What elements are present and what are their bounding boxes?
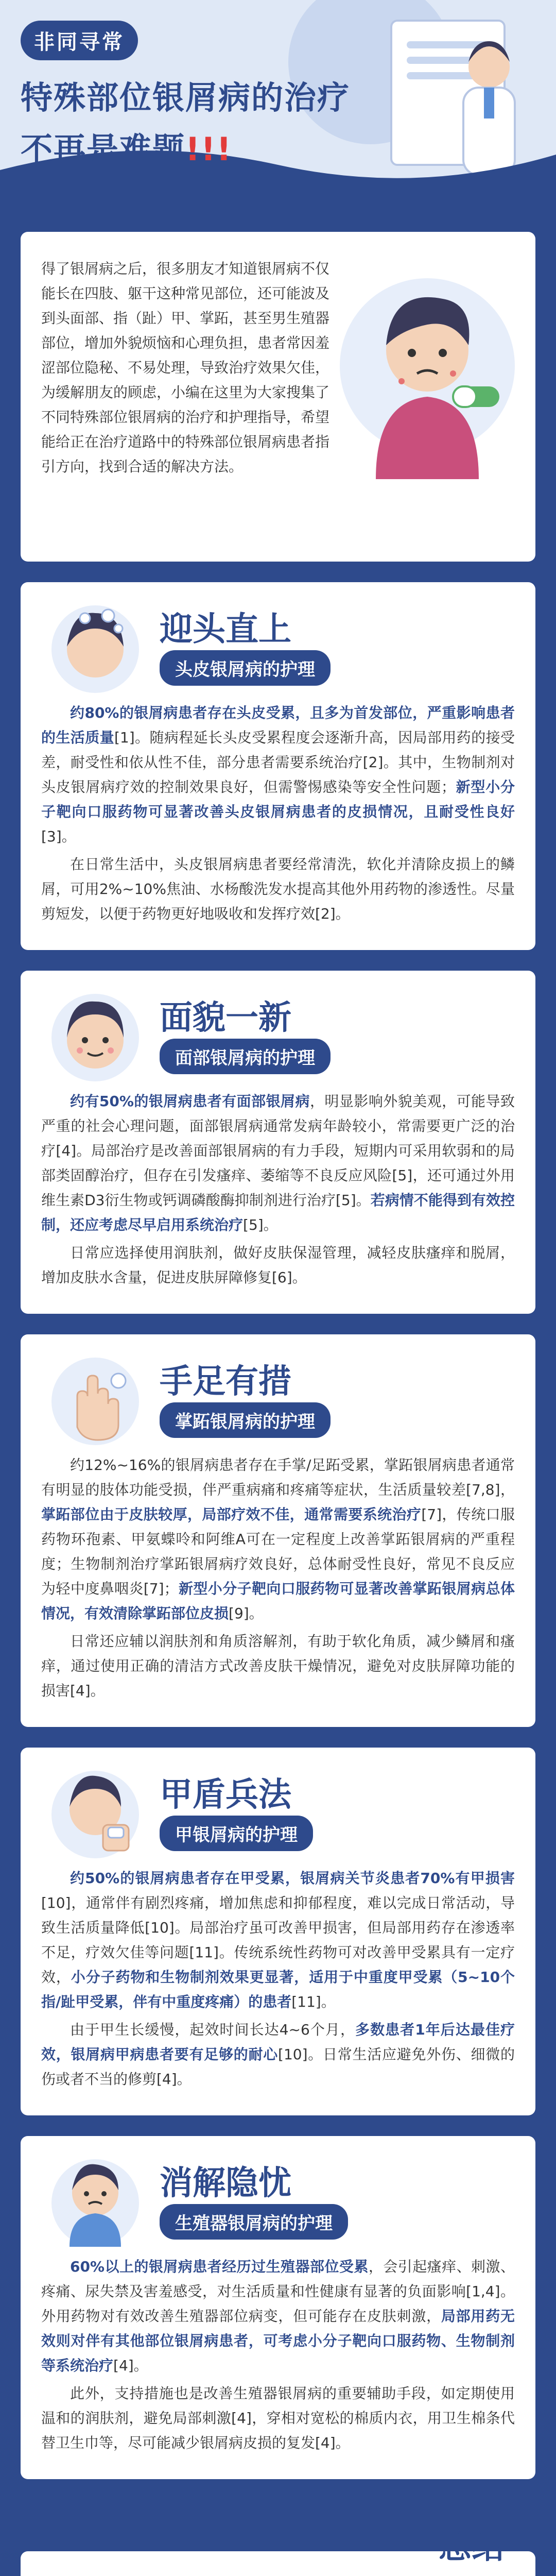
section-head [41, 2136, 515, 2255]
text: [10]，通常伴有剧烈疼痛，增加焦虑和抑郁程度，难以完成日常活动，导致生活质量降低[10]。局部治疗虽可改善甲损害，但局部用药存在渗透率不足，疗效欠佳等问题[11]。传统系统性药物可对改善甲受累具有一定疗效， [41, 1894, 515, 1986]
genital-care-illustration [41, 2151, 149, 2249]
highlight: 约80%的银屑病患者存在头皮受累，且多为首发部位，严重影响患者的生活质量 [41, 704, 515, 746]
section-head [41, 582, 515, 701]
section-title: 甲盾兵法 [160, 1776, 291, 1814]
section-scalp [21, 582, 535, 950]
header-title-line2 [21, 124, 232, 170]
highlight: 局部用药无效则对伴有其他部位银屑病患者，可考虑小分子靶向口服药物、生物制剂等系统治疗 [41, 2308, 515, 2374]
text: ，会引起瘙痒、刺激、疼痛、尿失禁及害羞感受，对生活质量和性健康有显著的负面影响[1,4]。外用药物对有效改善生殖器部位病变，但可能存在皮肤刺激， [41, 2258, 515, 2325]
section-head [41, 1334, 515, 1453]
highlight: 约50%的银屑病患者存在甲受累，银屑病关节炎患者70%有甲损害 [70, 1870, 515, 1887]
text: [9]。 [229, 1605, 264, 1622]
summary-title: 总结 [439, 2528, 505, 2566]
header-banner [0, 0, 556, 222]
section-title: 手足有措 [160, 1363, 291, 1401]
section-subtitle: 生殖器银屑病的护理 [160, 2204, 348, 2240]
header-tag: 非同寻常 [21, 21, 138, 60]
nail-care-illustration [41, 1763, 149, 1861]
intro-card [21, 232, 535, 562]
text: [1]。随病程延长头皮受累程度会逐渐升高，因局部用药的接受差，耐受性和依从性不佳，部分患者需要系统治疗[2]。其中，生物制剂对头皮银屑病疗效的控制效果良好，但需警惕感染等安全性问题； [41, 729, 515, 795]
section-face [21, 971, 535, 1314]
hand-foot-illustration [41, 1350, 149, 1448]
highlight: 约有50%的银屑病患者有面部银屑病 [70, 1093, 310, 1110]
text: [7]，传统口服药物环孢素、甲氨蝶呤和阿维A可在一定程度上改善掌跖银屑病的严重程度；生物制剂治疗掌跖银屑病疗效良好，总体耐受性良好，常见不良反应为轻中度鼻咽炎[7]； [41, 1506, 515, 1597]
section-subtitle: 掌跖银屑病的护理 [160, 1402, 331, 1438]
highlight: 多数患者1年后达最佳疗效，银屑病甲病患者要有足够的耐心 [41, 2021, 515, 2063]
section-head [41, 971, 515, 1089]
header-title-exclamation: !!! [185, 130, 232, 168]
section-title: 迎头直上 [160, 611, 291, 649]
text: [5]。 [243, 1216, 278, 1233]
section-title: 面貌一新 [160, 999, 291, 1037]
text: [11]。 [291, 1993, 336, 2010]
paragraph [41, 2381, 515, 2455]
text: ，明显影响外貌美观，可能导致严重的社会心理问题，面部银屑病通常发病年龄较小，常需要更广泛的治疗[4]。局部治疗是改善面部银屑病的有力手段，短期内可采用软弱和的局部类固醇治疗，但存在引发瘙痒、萎缩等不良反应风险[5]，还可通过外用维生素D3衍生物或钙调磷酸酶抑制剂进行治疗[5]。 [41, 1093, 515, 1209]
paragraph [41, 1453, 515, 1626]
patient-illustration [324, 263, 520, 479]
text: 此外，支持措施也是改善生殖器银屑病的重要辅助手段，如定期使用温和的润肤剂，避免局部刺激[4]，穿相对宽松的棉质内衣，用卫生棉条代替卫生巾等，尽可能减少银屑病皮损的复发[4]。 [41, 2385, 515, 2451]
paragraph [41, 852, 515, 926]
paragraph [41, 2018, 515, 2092]
highlight: 若病情不能得到有效控制，还应考虑尽早启用系统治疗 [41, 1192, 515, 1233]
summary-card [21, 2500, 535, 2576]
text: [4]。 [113, 2357, 148, 2374]
paragraph [41, 1241, 515, 1290]
paragraph [41, 1629, 515, 1703]
face-care-illustration [41, 986, 149, 1084]
text: 由于甲生长缓慢，起效时间长达4~6个月， [70, 2021, 356, 2038]
section-subtitle: 头皮银屑病的护理 [160, 650, 331, 686]
section-genital [21, 2136, 535, 2479]
highlight: 掌跖部位由于皮肤较厚，局部疗效不佳，通常需要系统治疗 [41, 1506, 422, 1523]
header-title-line2-text: 不再是难题 [21, 130, 186, 168]
highlight: 新型小分子靶向口服药物可显著改善头皮银屑病患者的皮损情况，且耐受性良好 [41, 778, 515, 820]
section-title: 消解隐忧 [160, 2164, 291, 2202]
paragraph [41, 1866, 515, 2014]
text: 日常应选择使用润肤剂，做好皮肤保湿管理，减轻皮肤瘙痒和脱屑，增加皮肤水含量，促进皮肤屏障修复[6]。 [41, 1244, 515, 1286]
text: [3]。 [41, 828, 76, 845]
highlight: 小分子药物和生物制剂效果更显著，适用于中重度甲受累（5~10个指/趾甲受累，伴有中重度疼痛）的患者 [41, 1969, 515, 2010]
section-subtitle: 甲银屑病的护理 [160, 1816, 313, 1851]
header-title-line1: 特殊部位银屑病的治疗 [21, 79, 351, 116]
section-nail [21, 1748, 535, 2115]
scalp-care-illustration [41, 598, 149, 696]
text: 日常还应辅以润肤剂和角质溶解剂，有助于软化角质，减少鳞屑和瘙痒，通过使用正确的清洁方式改善皮肤干燥情况，避免对皮肤屏障功能的损害[4]。 [41, 1633, 515, 1699]
section-head [41, 1748, 515, 1866]
text: 在日常生活中，头皮银屑病患者要经常清洗，软化并清除皮损上的鳞屑，可用2%~10%焦油、水杨酸洗发水提高其他外用药物的渗透性。尽量剪短发，以便于药物更好地吸收和发挥疗效[2]。 [41, 856, 515, 922]
text: [10]。日常生活应避免外伤、细微的伤或者不当的修剪[4]。 [41, 2046, 515, 2088]
paragraph [41, 2255, 515, 2378]
paragraph [41, 701, 515, 849]
section-palmoplantar [21, 1334, 535, 1727]
text: 约12%~16%的银屑病患者存在手掌/足跖受累，掌跖银屑病患者通常有明显的肢体功能受损，伴严重病痛和疼痛等症状，生活质量较差[7,8]， [41, 1456, 515, 1498]
highlight: 60%以上的银屑病患者经历过生殖器部位受累 [70, 2258, 369, 2275]
highlight: 新型小分子靶向口服药物可显著改善掌跖银屑病总体情况，有效清除掌跖部位皮损 [41, 1580, 515, 1622]
section-subtitle: 面部银屑病的护理 [160, 1039, 331, 1074]
intro-text: 得了银屑病之后，很多朋友才知道银屑病不仅能长在四肢、躯干这种常见部位，还可能波及到头面部、指（趾）甲、掌跖，甚至男生殖器部位，增加外貌烦恼和心理负担，患者常因羞涩部位隐秘、不易处理，导致治疗效果欠佳，为缓解朋友的顾虑，小编在这里为大家搜集了不同特殊部位银屑病的治疗和护理指导，希望能给正在治疗道路中的特殊部位银屑病患者指引方向，找到合适的解决方法。 [41, 260, 330, 475]
paragraph [41, 1089, 515, 1238]
